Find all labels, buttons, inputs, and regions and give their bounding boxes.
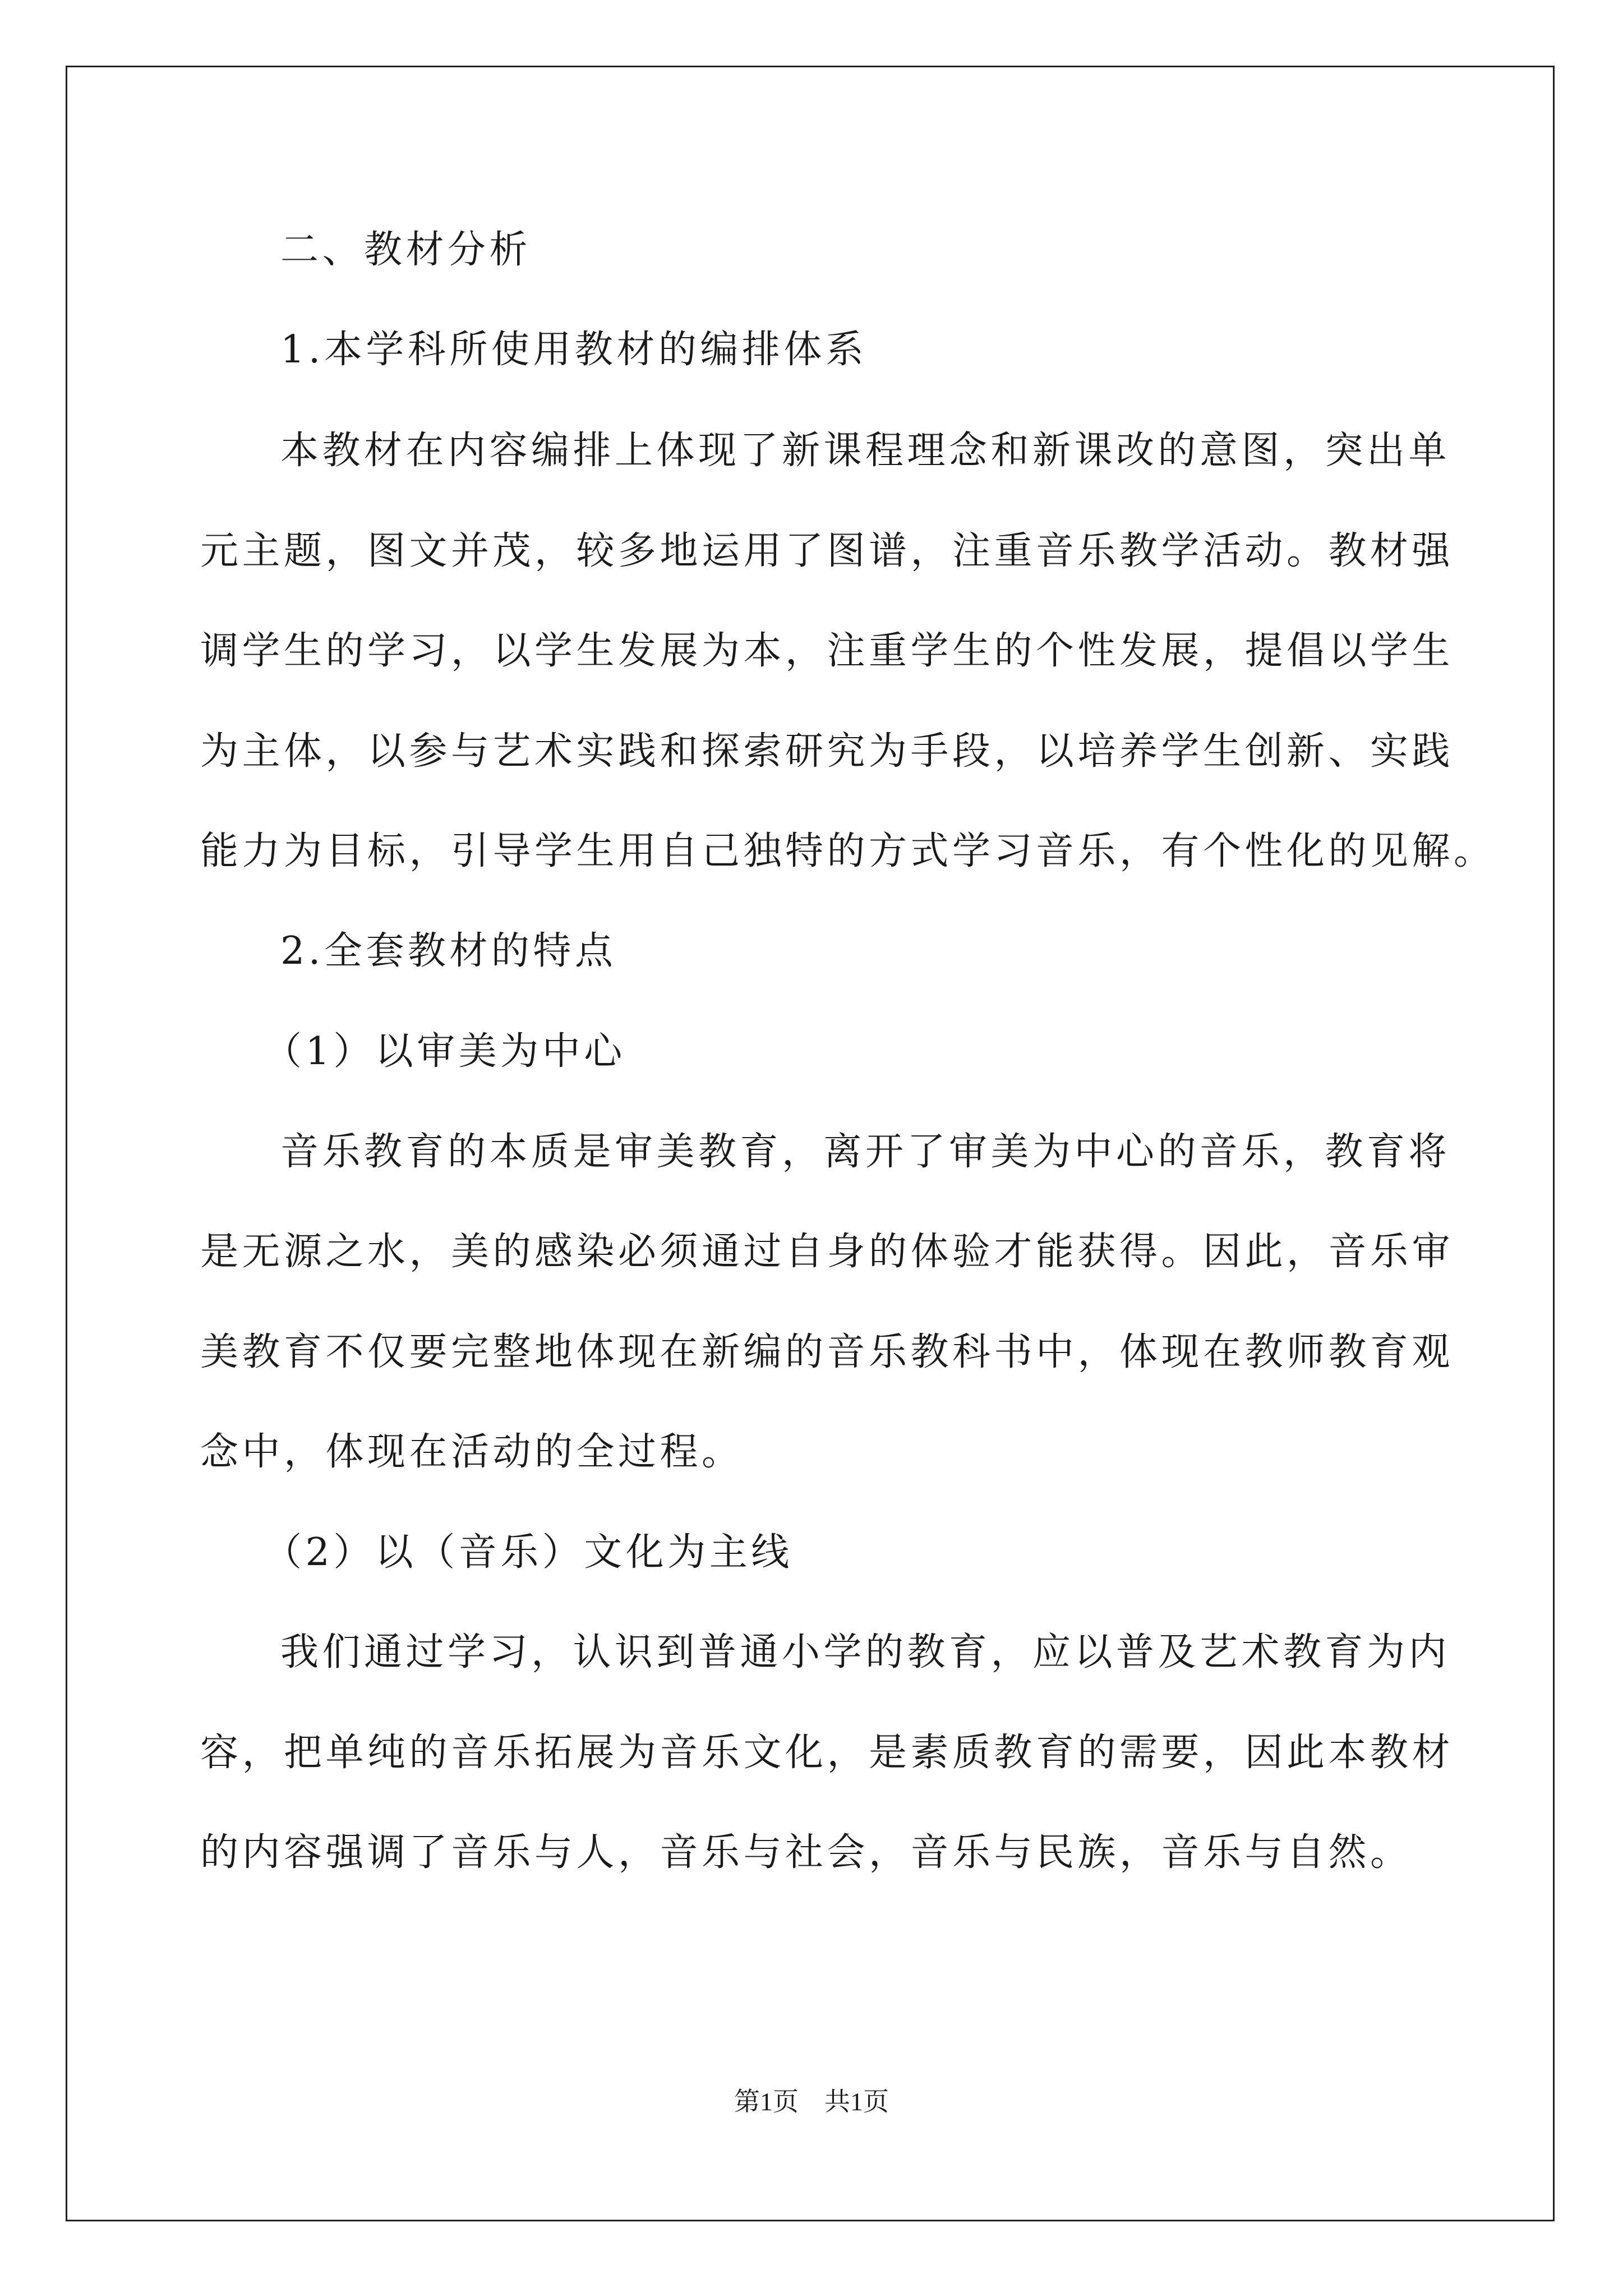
paragraph-2-line-2: 是无源之水，美的感染必须通过自身的体验才能获得。因此，音乐审 xyxy=(200,1230,1454,1274)
paragraph-3-line-2: 容，把单纯的音乐拓展为音乐文化，是素质教育的需要，因此本教材 xyxy=(200,1731,1454,1775)
paragraph-1-line-3: 调学生的学习，以学生发展为本，注重学生的个性发展，提倡以学生 xyxy=(200,629,1454,673)
subheading-features: 2.全套教材的特点 xyxy=(280,929,617,973)
page-number-footer: 第1页 共1页 xyxy=(734,2087,889,2116)
paragraph-2-line-4: 念中，体现在活动的全过程。 xyxy=(200,1430,744,1474)
paragraph-2-line-1: 音乐教育的本质是审美教育，离开了审美为中心的音乐，教育将 xyxy=(280,1130,1451,1174)
section-heading: 二、教材分析 xyxy=(280,228,532,272)
point-2-heading: （2）以（音乐）文化为主线 xyxy=(264,1530,793,1575)
subheading-compilation-system: 1.本学科所使用教材的编排体系 xyxy=(280,328,868,372)
paragraph-2-line-3: 美教育不仅要完整地体现在新编的音乐教科书中，体现在教师教育观 xyxy=(200,1330,1454,1374)
paragraph-1-line-2: 元主题，图文并茂，较多地运用了图谱，注重音乐教学活动。教材强 xyxy=(200,529,1454,573)
paragraph-1-line-5: 能力为目标，引导学生用自己独特的方式学习音乐，有个性化的见解。 xyxy=(200,829,1496,873)
paragraph-3-line-3: 的内容强调了音乐与人，音乐与社会，音乐与民族，音乐与自然。 xyxy=(200,1830,1412,1875)
paragraph-1-line-4: 为主体，以参与艺术实践和探索研究为手段，以培养学生创新、实践 xyxy=(200,729,1454,774)
paragraph-1-line-1: 本教材在内容编排上体现了新课程理念和新课改的意图，突出单 xyxy=(280,429,1451,473)
paragraph-3-line-1: 我们通过学习，认识到普通小学的教育，应以普及艺术教育为内 xyxy=(280,1630,1451,1674)
point-1-heading: （1）以审美为中心 xyxy=(264,1029,626,1074)
